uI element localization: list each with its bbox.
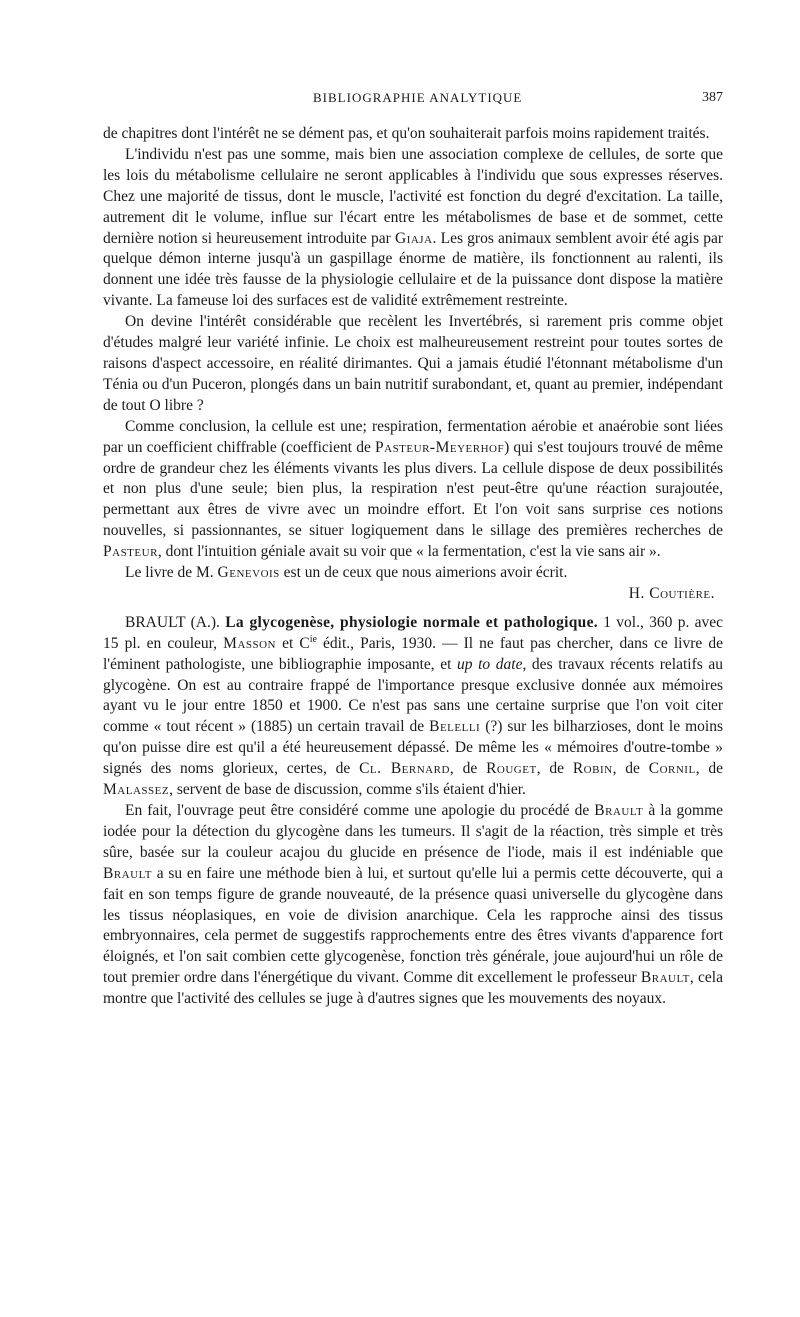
review-author: BRAULT (A.). — [125, 613, 220, 631]
text-run: , de — [536, 760, 573, 778]
author-name: Cornil — [648, 760, 696, 778]
author-name: Robin — [572, 760, 613, 778]
text-run: Comme conclusion, la cellule est une; respiration, fermentation aérobie et anaérobie sont liées par un coefficient chiffrable (coefficient de — [103, 417, 723, 456]
text-run: , cela montre que l'activité des cellules se juge à d'autres signes que les mouvements des noyaux. — [103, 969, 723, 1008]
publisher-name: Masson — [223, 634, 277, 652]
text-run: , de — [695, 760, 724, 778]
author-name: Rouget — [486, 760, 537, 778]
paragraph — [103, 145, 723, 312]
running-header — [103, 90, 723, 108]
superscript: ie — [309, 633, 317, 645]
reviewer-signature: H. Coutière. — [628, 584, 715, 602]
page-number: 387 — [702, 90, 723, 105]
text-run: et C — [276, 634, 310, 652]
text-run: , des travaux récents relatifs au glycogène. On est au contraire frappé de l'importance presque exclusive donnée aux mémoires ayant vu le jour entre 1850 et 1900. Ce n'est pas sans une certaine surprise que l'on voit citer comme « tout récent » (1885) un certain travail de — [103, 655, 723, 736]
author-name: Malassez — [103, 781, 170, 799]
body-text — [103, 124, 723, 1010]
paragraph — [103, 312, 723, 417]
text-run: L'individu n'est pas une somme, mais bien une association complexe de cellules, de sorte que les lois du métabolisme cellulaire ne seront applicables à l'individu que sous expresses réserves. Chez une majorité de tissus, dont le muscle, l'activité est fonction du degré d'excitation. La taille, autrement dit le volume, influe sur l'écart entre les métabolismes de base et de sommet, cette dernière notion si heureusement introduite par — [103, 145, 723, 247]
text-run: de chapitres dont l'intérêt ne se dément pas, et qu'on souhaiterait parfois moins rapidement traités. — [103, 125, 710, 142]
book-title: La glycogenèse, physiologie normale et pathologique. — [225, 613, 598, 631]
text-run: , de — [449, 760, 487, 778]
text-run: 1 vol., 360 p. avec 15 pl. en couleur, — [103, 613, 724, 652]
author-name: Giaja — [395, 229, 433, 247]
text-run: , dont l'intuition géniale avait su voir que « la fermentation, c'est la vie sans air ». — [157, 543, 661, 561]
paragraph — [103, 417, 723, 563]
running-title: BIBLIOGRAPHIE ANALYTIQUE — [313, 90, 523, 105]
text-run: a su en faire une méthode bien à lui, et surtout qu'elle lui a permis cette découverte, qui a fait en son temps figure de grande nouveauté, de la présence quasi universelle du glycogène dans les tissus néoplasiques, en voie de division anarchique. Cela les rapproche ainsi des tissus embryonnaires, cela permet de suggestifs rapprochements entre des êtres vivants d'apparence fort éloignés, et l'on sait combien cette glycogenèse, fonction très générale, joue aujourd'hui un rôle de tout premier ordre dans l'énergétique du vivant. Comme dit excellement le professeur — [103, 864, 723, 987]
paragraph — [103, 801, 723, 1010]
author-name: Brault — [640, 969, 690, 987]
author-name: Brault — [103, 864, 152, 882]
text-run: est un de ceux que nous aimerions avoir écrit. — [279, 564, 568, 582]
text-run: . Les gros animaux semblent avoir été agis par quelque démon interne jusqu'à un gaspillage énorme de matière, ils fonctionnent au ralenti, ils donnent une idée très fausse de la physiologie cellulaire et de la puissance dont dispose la matière vivante. La fameuse loi des surfaces est de validité extrêmement restreinte. — [103, 229, 723, 310]
text-run: Le livre de M. — [125, 564, 218, 582]
text-run: On devine l'intérêt considérable que recèlent les Invertébrés, si rarement pris comme objet d'études malgré leur variété infinie. Le choix est malheureusement restreint pour toutes sortes de raisons d'aspect accessoire, en réalité dirimantes. Qui a jamais étudié l'étonnant métabolisme d'un Ténia ou d'un Puceron, plongés dans un bain nutritif surabondant, et, quant au premier, indépendant de tout O libre ? — [103, 313, 723, 414]
italic-phrase: up to date — [457, 655, 523, 673]
text-run: à la gomme iodée pour la détection du glycogène dans les tumeurs. Il s'agit de la réaction, très simple et très sûre, basée sur la couleur acajou du glucide en présence de l'iode, mais il est indéniable que — [103, 802, 724, 861]
paragraph — [103, 124, 723, 145]
author-name: Belelli — [429, 718, 481, 736]
text-run: En fait, l'ouvrage peut être considéré comme une apologie du procédé de — [125, 802, 595, 819]
author-name: Pasteur-Meyerhof — [375, 438, 505, 456]
text-run: , de — [612, 760, 649, 778]
text-run: , servent de base de discussion, comme s'ils étaient d'hier. — [169, 781, 526, 799]
author-name: Cl. Bernard — [359, 760, 450, 778]
author-name: Pasteur — [103, 543, 158, 561]
review-entry — [103, 613, 723, 801]
text-run: (?) sur les bilharzioses, dont le moins qu'on puisse dire est qu'il a été heureusement dépassé. De même les « mémoires d'outre-tombe » signés des noms glorieux, certes, de — [103, 718, 723, 778]
text-run: ) qui s'est toujours trouvé de même ordre de grandeur chez les éléments vivants les plus divers. La cellule dispose de deux possibilités et non plus d'une seule; bien plus, la respiration n'est peut-être qu'une réaction surajoutée, permettant aux êtres de vivre avec un moindre effort. Et l'on voit sans surprise ces notions nouvelles, si passionnantes, se situer logiquement dans le sillage des premières recherches de — [103, 438, 723, 540]
paragraph — [103, 563, 723, 584]
text-run: édit., Paris, 1930. — Il ne faut pas chercher, dans ce livre de l'éminent pathologiste, une bibliographie imposante, et — [103, 634, 723, 673]
author-name: Genevois — [217, 564, 280, 582]
author-name: Brault — [594, 802, 644, 819]
